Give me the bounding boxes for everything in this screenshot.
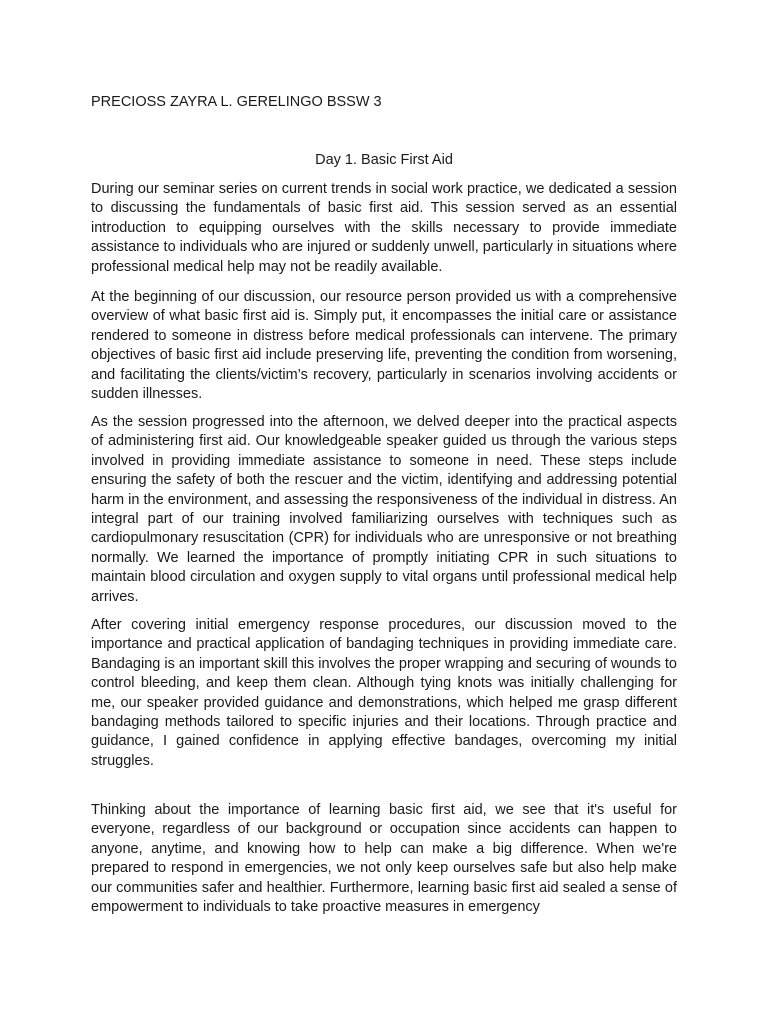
document-title: Day 1. Basic First Aid (315, 152, 453, 168)
paragraph-bandaging: After covering initial emergency response procedures, our discussion moved to the importance and practical application of bandaging techniques in providing immediate care. Bandaging is an important skill this involves the proper wrapping and securing of wounds to control bleeding, and keep them clean. Although tying knots was initially challenging for me, our speaker provided guidance and demonstrations, which helped me grasp different bandaging methods tailored to specific injuries and their locations. Through practice and guidance, I gained confidence in applying effective bandages, overcoming my initial struggles. (91, 617, 677, 769)
paragraph-overview: At the beginning of our discussion, our resource person provided us with a comprehensive overview of what basic first aid is. Simply put, it encompasses the initial care or assistance rendered to someone in distress before medical professionals can intervene. The primary objectives of basic first aid include preserving life, preventing the condition from worsening, and facilitating the clients/victim’s recovery, particularly in scenarios involving accidents or sudden illnesses. (91, 289, 677, 403)
paragraph-practical-aspects: As the session progressed into the afternoon, we delved deeper into the practical aspects of administering first aid. Our knowledgeable speaker guided us through the various steps involved in providing immediate assistance to someone in need. These steps include ensuring the safety of both the rescuer and the victim, identifying and addressing potential harm in the environment, and assessing the responsiveness of the individual in distress. An integral part of our training involved familiarizing ourselves with techniques such as cardiopulmonary resuscitation (CPR) for individuals who are unresponsive or not breathing normally. We learned the importance of promptly initiating CPR in such situations to maintain blood circulation and oxygen supply to vital organs until professional medical help arrives. (91, 414, 677, 605)
author-line: PRECIOSS ZAYRA L. GERELINGO BSSW 3 (91, 94, 382, 110)
paragraph-reflection: Thinking about the importance of learning basic first aid, we see that it's useful for everyone, regardless of our background or occupation since accidents can happen to anyone, anytime, and knowing how to help can make a big difference. When we're prepared to respond in emergencies, we not only keep ourselves safe but also help make our communities safer and healthier. Furthermore, learning basic first aid sealed a sense of empowerment to individuals to take proactive measures in emergency (91, 802, 677, 916)
paragraph-introduction: During our seminar series on current trends in social work practice, we dedicated a session to discussing the fundamentals of basic first aid. This session served as an essential introduction to equipping ourselves with the skills necessary to provide immediate assistance to individuals who are injured or suddenly unwell, particularly in situations where professional medical help may not be readily available. (91, 181, 677, 275)
